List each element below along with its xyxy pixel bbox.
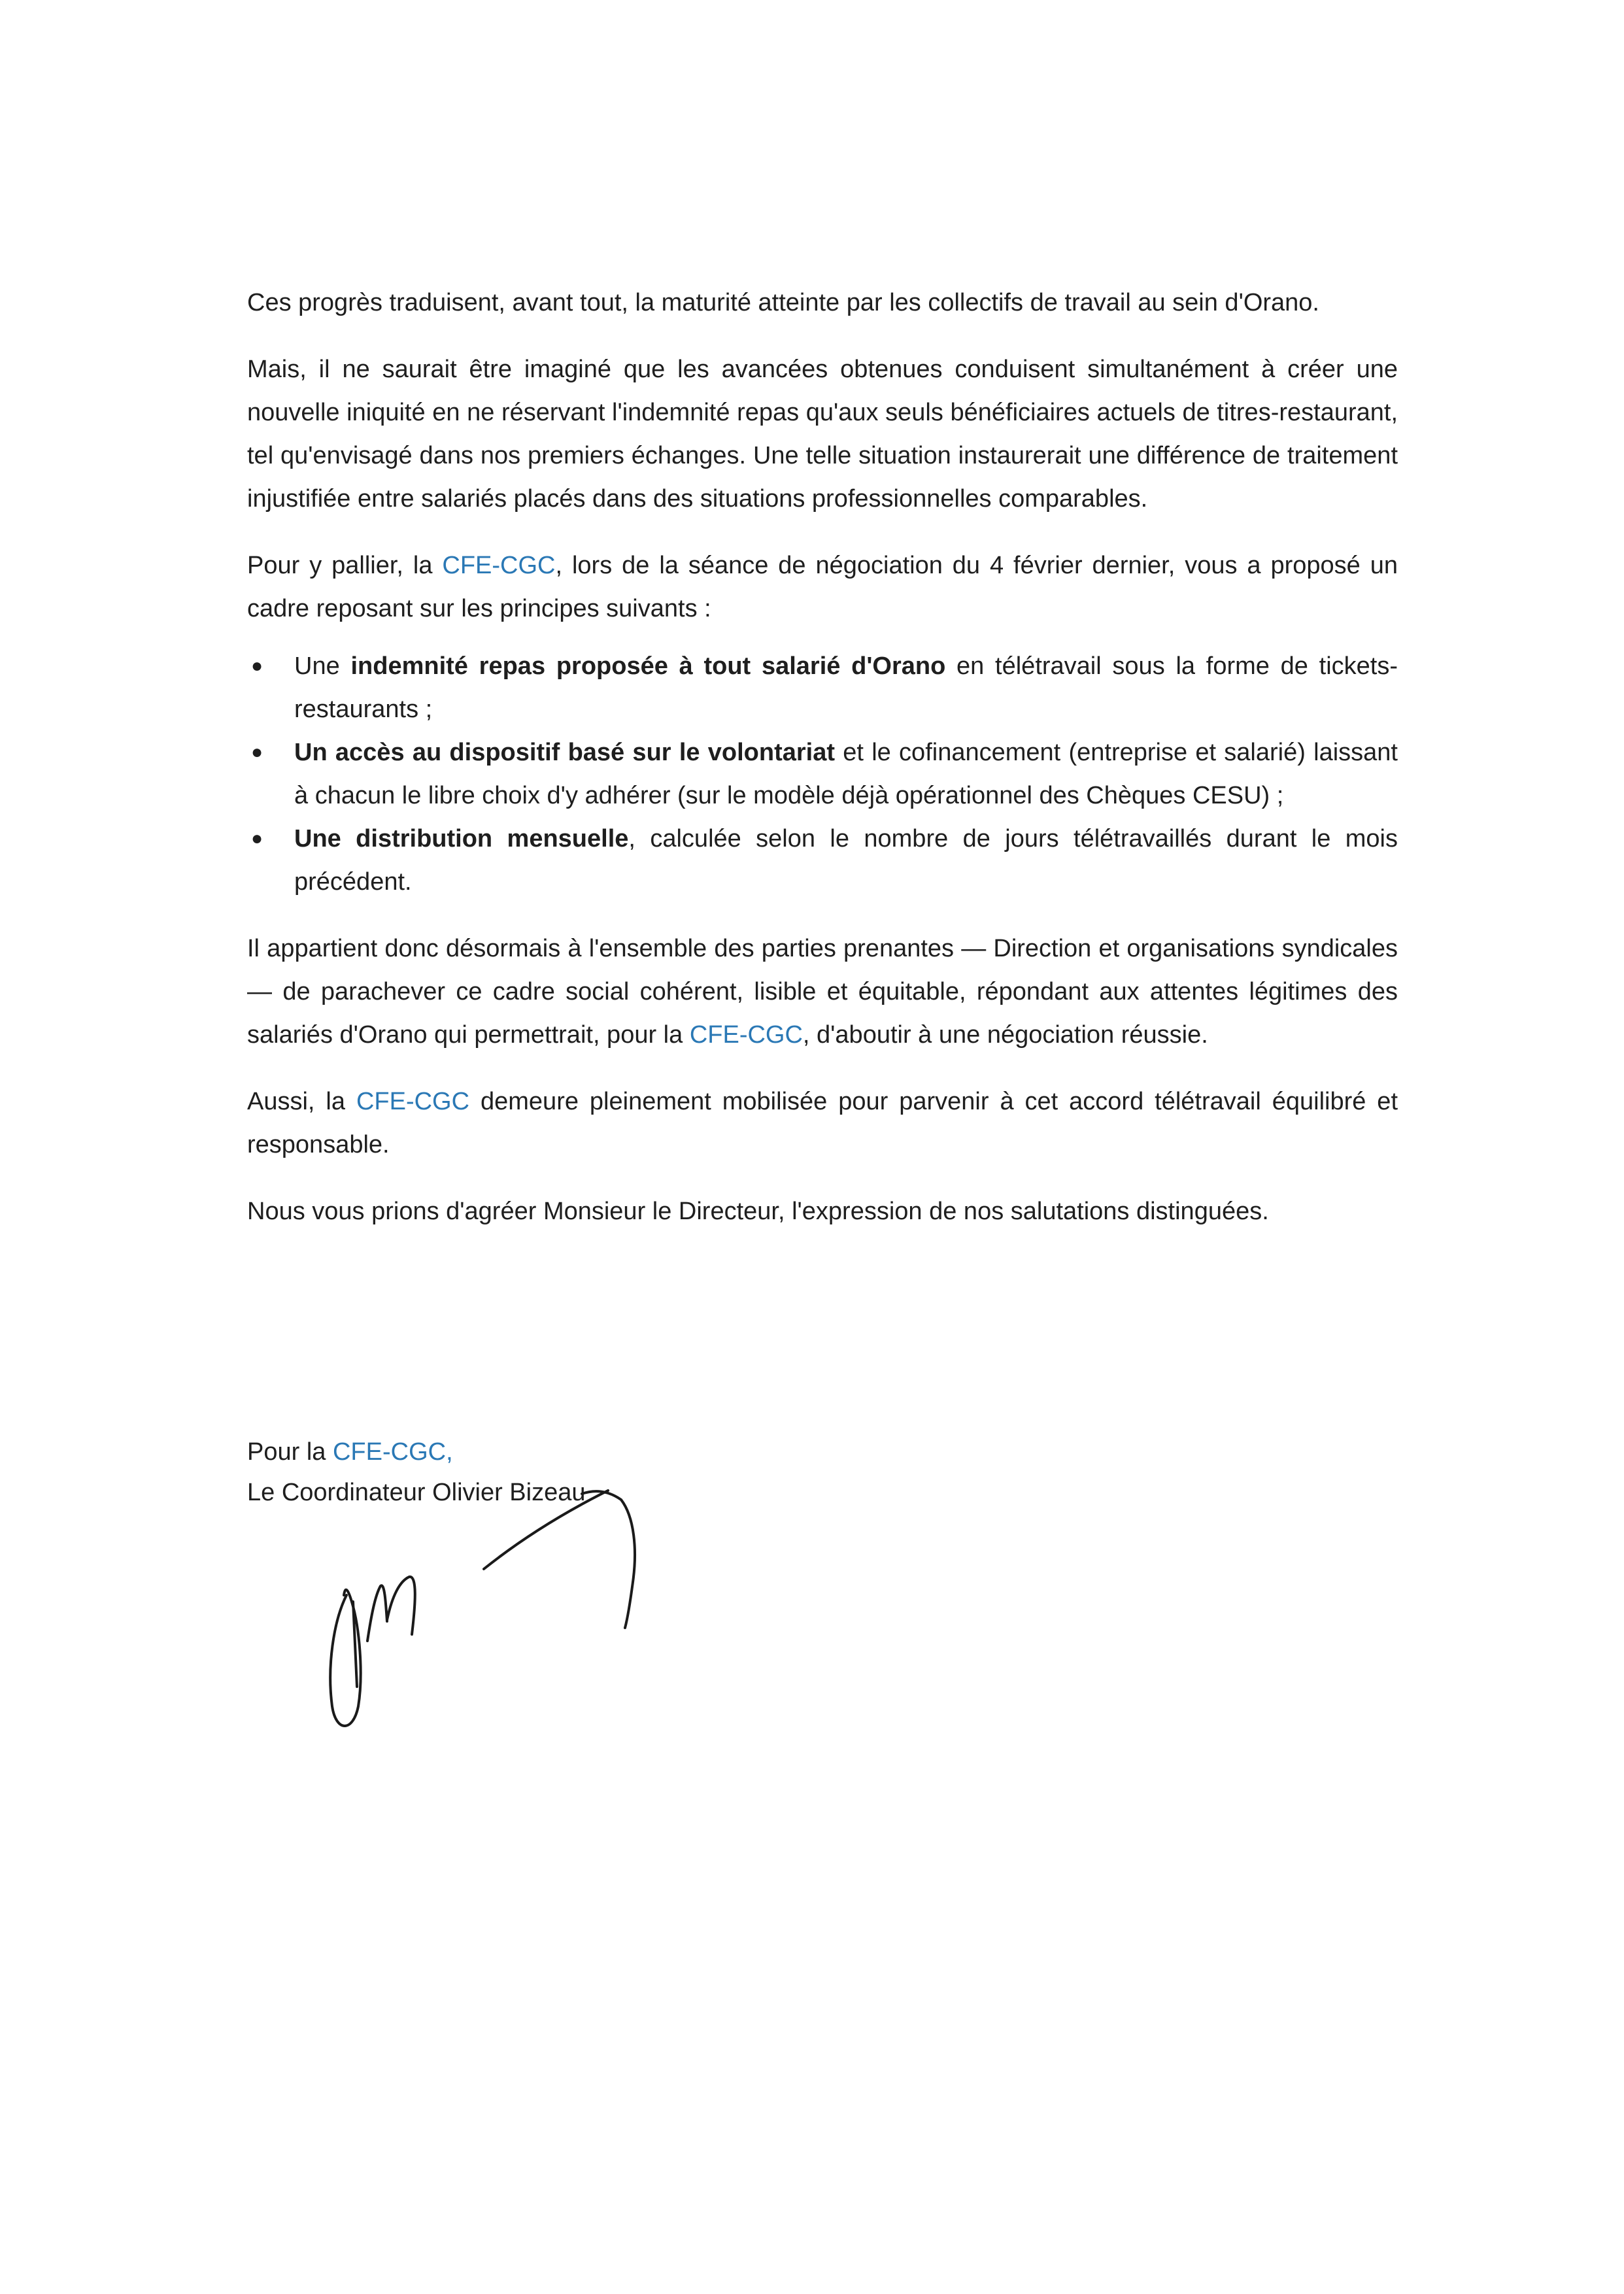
handwritten-signature <box>307 1471 673 1746</box>
paragraph-stakeholders <box>247 927 1398 1056</box>
paragraph-iniquity: Mais, il ne saurait être imaginé que les avancées obtenues conduisent simultanément à créer une nouvelle iniquité en ne réservant l'indemnité repas qu'aux seuls bénéficiaires actuels de titres-restaurant, tel qu'envisagé dans nos premiers échanges. Une telle situation instaurerait une différence de traitement injustifiée entre salariés placés dans des situations professionnelles comparables. <box>247 356 1398 513</box>
letter-body <box>247 281 1398 1257</box>
paragraph-mobilisation-start: Aussi, la <box>247 1088 356 1115</box>
brand-name: CFE-CGC, <box>332 1438 453 1466</box>
paragraph-mobilisation <box>247 1080 1398 1166</box>
list-item <box>247 817 1398 903</box>
principles-list <box>247 645 1398 903</box>
signature-line-org <box>247 1432 586 1472</box>
list-item <box>247 645 1398 731</box>
bullet-icon: ● <box>250 655 263 677</box>
paragraph-proposal <box>247 544 1398 630</box>
principle-emphasis: Une distribution mensuelle <box>294 825 629 852</box>
paragraph-stakeholders-end: , d'aboutir à une négociation réussie. <box>802 1021 1208 1049</box>
signature-prefix: Pour la <box>247 1438 333 1466</box>
bullet-icon: ● <box>250 828 263 849</box>
principle-text: en télétravail sous la forme de tickets-restaurants ; <box>294 652 1398 723</box>
principle-emphasis: Un accès au dispositif basé sur le volontariat <box>294 739 836 766</box>
principle-text: et le cofinancement (entreprise et salarié) laissant à chacun le libre choix d'y adhérer (sur le modèle déjà opérationnel des Chèques CESU) ; <box>294 739 1398 809</box>
brand-name: CFE-CGC <box>442 552 556 579</box>
list-item <box>247 731 1398 817</box>
bullet-icon: ● <box>250 741 263 763</box>
paragraph-mobilisation-end: demeure pleinement mobilisée pour parvenir à cet accord télétravail équilibré et responsable. <box>247 1088 1398 1158</box>
paragraph-proposal-start: Pour y pallier, la <box>247 552 443 579</box>
signature-line-name: Le Coordinateur Olivier Bizeau <box>247 1479 586 1506</box>
principle-emphasis: indemnité repas proposée à tout salarié d'Orano <box>350 652 946 680</box>
paragraph-closing: Nous vous prions d'agréer Monsieur le Directeur, l'expression de nos salutations distinguées. <box>247 1198 1269 1225</box>
principle-prefix: Une <box>294 652 351 680</box>
brand-name: CFE-CGC <box>356 1088 470 1115</box>
paragraph-maturity: Ces progrès traduisent, avant tout, la maturité atteinte par les collectifs de travail au sein d'Orano. <box>247 289 1319 316</box>
paragraph-proposal-end: , lors de la séance de négociation du 4 février dernier, vous a proposé un cadre reposant sur les principes suivants : <box>247 552 1398 622</box>
principle-text: , calculée selon le nombre de jours télétravaillés durant le mois précédent. <box>294 825 1398 896</box>
paragraph-stakeholders-start: Il appartient donc désormais à l'ensemble des parties prenantes — Direction et organisations syndicales — de parachever ce cadre social cohérent, lisible et équitable, répondant aux attentes légitimes des salariés d'Orano qui permettrait, pour la <box>247 935 1398 1049</box>
brand-name: CFE-CGC <box>689 1021 803 1049</box>
